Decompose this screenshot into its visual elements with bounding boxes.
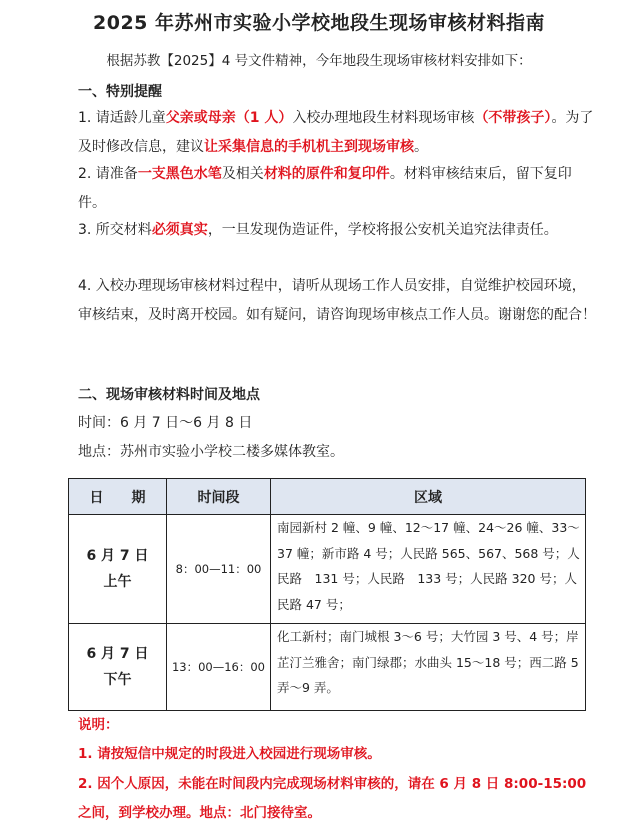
header-area: 区域: [271, 479, 586, 515]
schedule-table: [68, 478, 586, 711]
notes-item-1: 1. 请按短信中规定的时段进入校园进行现场审核。: [78, 746, 381, 762]
review-time: 时间：6 月 7 日～6 月 8 日: [78, 415, 253, 431]
notes-title: 说明：: [78, 717, 119, 733]
review-place: 地点：苏州市实验小学校二楼多媒体教室。: [78, 444, 344, 460]
table-row: [69, 624, 586, 711]
table-header-row: [69, 479, 586, 515]
section1-heading: 一、特别提醒: [78, 84, 162, 100]
area-cell: 化工新村；南门城根 3～6 号；大竹园 3 号、4 号；岸芷汀兰雅舍；南门绿郡；水曲头 15～18 号；西二路 5 弄～9 弄。: [271, 624, 586, 711]
intro-text: 根据苏教【2025】4 号文件精神，今年地段生现场审核材料安排如下：: [106, 53, 532, 69]
table-row: [69, 515, 586, 624]
section2-heading: 二、现场审核材料时间及地点: [78, 387, 260, 403]
area-cell: 南园新村 2 幢、9 幢、12～17 幢、24～26 幢、33～37 幢；新市路 4 号；人民路 565、567、568 号；人民路 131 号；人民路 133 号；人民路 320 号；人民路 47 号；: [271, 515, 586, 624]
header-time-slot: 时间段: [167, 479, 271, 515]
reminder-item-3: 3. 所交材料必须真实，一旦发现伪造证件，学校将报公安机关追究法律责任。: [78, 222, 558, 238]
date-cell: 6 月 7 日 下午: [69, 624, 167, 711]
time-slot-cell: 13：00—16：00: [167, 624, 271, 711]
date-cell: 6 月 7 日 上午: [69, 515, 167, 624]
notes-item-2: 2. 因个人原因，未能在时间段内完成现场材料审核的，请在 6 月 8 日 8:00-15:00 之间，到学校办理。地点：北门接待室。: [78, 776, 587, 821]
reminder-item-4: 4. 入校办理现场审核材料过程中，请听从现场工作人员安排，自觉维护校园环境，审核结束，及时离开校园。如有疑问，请咨询现场审核点工作人员。谢谢您的配合！: [78, 278, 596, 323]
document-title: 2025 年苏州市实验小学校地段生现场审核材料指南: [93, 12, 545, 34]
time-slot-cell: 8：00—11：00: [167, 515, 271, 624]
header-date: 日 期: [69, 479, 167, 515]
reminder-item-2: 2. 请准备一支黑色水笔及相关材料的原件和复印件。材料审核结束后，留下复印件。: [78, 166, 572, 211]
reminder-item-1: 1. 请适龄儿童父亲或母亲（1 人）入校办理地段生材料现场审核（不带孩子）。为了及时修改信息，建议让采集信息的手机机主到现场审核。: [78, 110, 594, 155]
